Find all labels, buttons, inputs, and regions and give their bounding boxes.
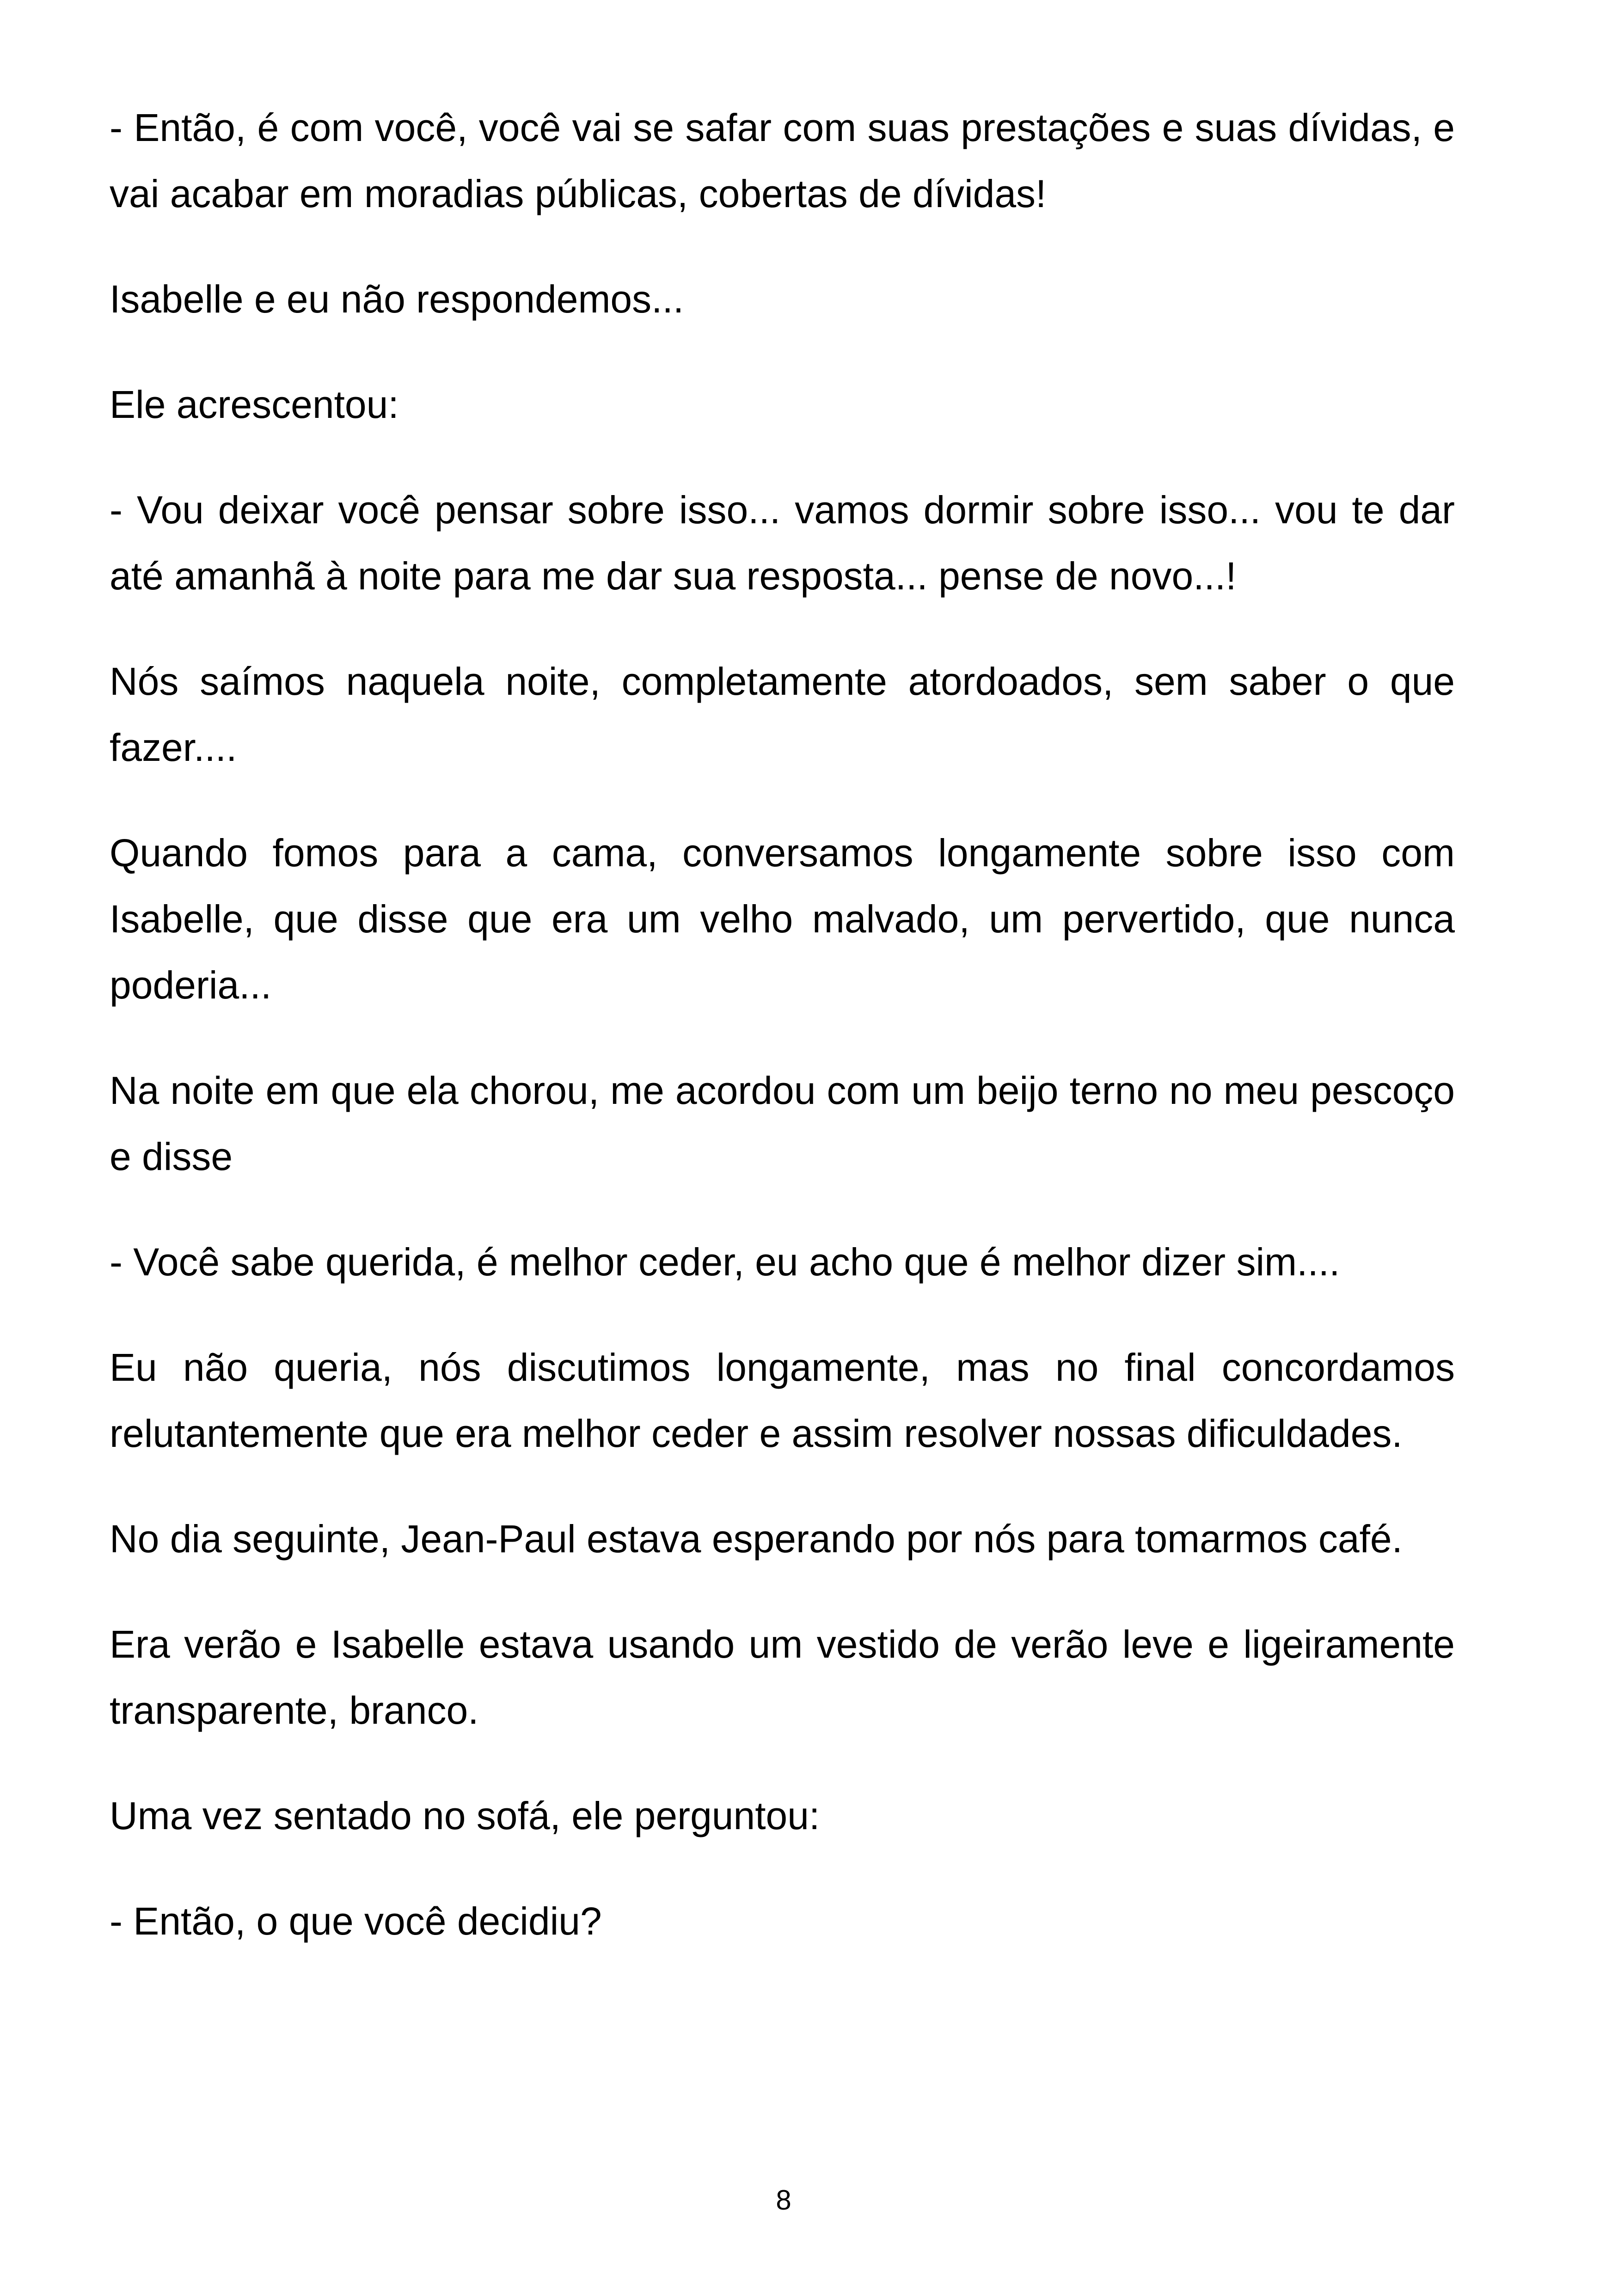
paragraph: - Vou deixar você pensar sobre isso... vamos dormir sobre isso... vou te dar até amanhã à noite para me dar sua resposta... pense de novo...! <box>110 488 1455 598</box>
paragraph: Isabelle e eu não respondemos... <box>110 277 684 321</box>
paragraph: Quando fomos para a cama, conversamos longamente sobre isso com Isabelle, que disse que era um velho malvado, um pervertido, que nunca poderia... <box>110 831 1455 1007</box>
paragraph: No dia seguinte, Jean-Paul estava esperando por nós para tomarmos café. <box>110 1517 1403 1561</box>
page-number: 8 <box>776 2185 791 2216</box>
paragraph: Era verão e Isabelle estava usando um vestido de verão leve e ligeiramente transparente, branco. <box>110 1623 1455 1732</box>
paragraph: Na noite em que ela chorou, me acordou com um beijo terno no meu pescoço e disse <box>110 1069 1455 1178</box>
paragraph: Ele acrescentou: <box>110 383 399 426</box>
paragraph: - Você sabe querida, é melhor ceder, eu acho que é melhor dizer sim.... <box>110 1240 1340 1284</box>
body-text <box>110 95 1455 1994</box>
paragraph: - Então, o que você decidiu? <box>110 1899 602 1943</box>
paragraph: Uma vez sentado no sofá, ele perguntou: <box>110 1794 820 1837</box>
paragraph: Nós saímos naquela noite, completamente atordoados, sem saber o que fazer.... <box>110 660 1455 769</box>
paragraph: Eu não queria, nós discutimos longamente, mas no final concordamos relutantemente que era melhor ceder e assim resolver nossas dificuldades. <box>110 1346 1455 1455</box>
paragraph: - Então, é com você, você vai se safar com suas prestações e suas dívidas, e vai acabar em moradias públicas, cobertas de dívidas! <box>110 106 1455 215</box>
